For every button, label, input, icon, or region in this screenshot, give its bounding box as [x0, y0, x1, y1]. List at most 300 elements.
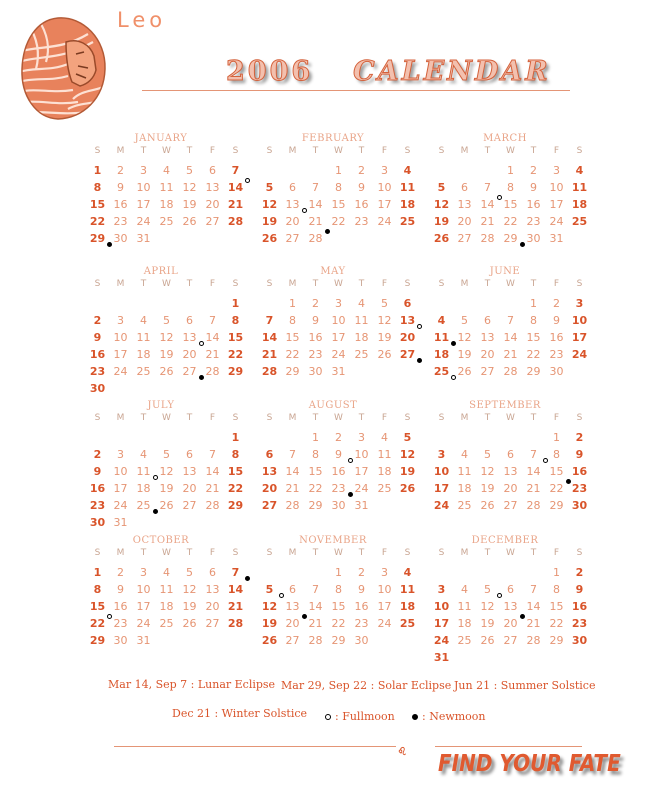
day-cell: 4 [163, 566, 170, 579]
month-name: FEBRUARY [301, 133, 365, 144]
day-cell: 1 [312, 431, 319, 444]
day-cell: 16 [354, 198, 369, 211]
day-cell: 17 [113, 482, 128, 495]
day-cell: 29 [526, 365, 541, 378]
day-cell: 8 [335, 181, 342, 194]
day-cell: 31 [136, 232, 151, 245]
day-cell: 12 [457, 331, 472, 344]
weekday-header: M [460, 146, 469, 156]
day-cell: 18 [399, 198, 416, 211]
month-november [258, 535, 416, 649]
day-cell: 3 [140, 164, 147, 177]
day-cell: 7 [289, 448, 296, 461]
weekday-header: W [162, 146, 171, 156]
day-cell: 13 [261, 465, 278, 478]
day-cell: 15 [526, 331, 541, 344]
month-name: APRIL [143, 266, 179, 277]
month-name: MARCH [483, 133, 527, 144]
day-cell: 1 [553, 431, 560, 444]
day-cell: 11 [159, 583, 174, 596]
day-cell: 26 [377, 348, 392, 361]
month-name: SEPTEMBER [469, 400, 541, 411]
day-cell: 2 [117, 566, 124, 579]
day-cell: 12 [480, 465, 495, 478]
day-cell: 29 [227, 365, 244, 378]
day-cell: 18 [433, 348, 450, 361]
weekday-header: F [209, 146, 216, 156]
day-cell: 10 [433, 600, 450, 613]
day-cell: 20 [399, 331, 416, 344]
day-cell: 11 [457, 465, 472, 478]
day-cell: 15 [331, 198, 346, 211]
day-cell: 11 [159, 181, 174, 194]
day-cell: 30 [113, 634, 128, 647]
day-cell: 20 [285, 215, 300, 228]
weekday-header: T [186, 146, 193, 156]
newmoon-marker-icon [325, 229, 330, 234]
empty-cell [453, 564, 476, 581]
day-cell: 5 [258, 581, 281, 598]
day-cell: 23 [571, 482, 588, 495]
day-cell: 7 [224, 564, 247, 581]
weekday-header: W [334, 279, 343, 289]
day-cell: 16 [113, 198, 128, 211]
day-cell: 18 [457, 482, 472, 495]
weekday-header: S [404, 146, 411, 156]
day-cell: 28 [480, 232, 495, 245]
day-cell: 3 [437, 448, 446, 461]
day-cell: 18 [399, 600, 416, 613]
day-cell: 18 [354, 331, 369, 344]
day-cell: 14 [476, 196, 499, 213]
day-cell: 23 [308, 348, 323, 361]
day-cell: 7 [209, 314, 216, 327]
empty-cell [86, 429, 109, 446]
weekday-header: T [530, 548, 537, 558]
day-cell: 20 [205, 198, 220, 211]
day-cell: 20 [182, 482, 197, 495]
day-cell: 7 [507, 314, 514, 327]
month-january [86, 133, 244, 247]
page-title [226, 56, 551, 87]
empty-cell [476, 295, 499, 312]
day-cell: 5 [163, 314, 170, 327]
day-cell: 29 [227, 499, 244, 512]
day-cell: 5 [265, 181, 274, 194]
empty-cell [476, 162, 499, 179]
day-cell: 6 [209, 566, 216, 579]
month-days-grid [86, 278, 244, 397]
day-cell: 13 [457, 198, 472, 211]
day-cell: 23 [571, 617, 588, 630]
weekday-header: F [553, 413, 560, 423]
weekday-header: M [288, 413, 297, 423]
day-cell: 6 [186, 314, 193, 327]
day-cell: 3 [437, 583, 446, 596]
weekday-header: T [530, 413, 537, 423]
weekday-header: W [334, 413, 343, 423]
day-cell: 24 [354, 482, 369, 495]
day-cell: 4 [358, 297, 365, 310]
day-cell: 4 [437, 314, 446, 327]
weekday-header: T [186, 413, 193, 423]
weekday-header: S [232, 413, 239, 423]
day-cell: 11 [136, 331, 151, 344]
day-cell: 3 [553, 164, 560, 177]
day-cell: 16 [89, 348, 106, 361]
empty-cell [155, 295, 178, 312]
day-cell: 27 [503, 634, 518, 647]
day-cell: 25 [399, 617, 416, 630]
day-cell: 6 [209, 164, 216, 177]
day-cell: 4 [381, 431, 388, 444]
day-cell: 17 [331, 331, 346, 344]
day-cell: 12 [182, 583, 197, 596]
day-cell: 1 [335, 164, 342, 177]
weekday-header: T [358, 279, 365, 289]
empty-cell [258, 295, 281, 312]
day-cell: 8 [530, 314, 537, 327]
day-cell: 14 [227, 583, 244, 596]
day-cell: 9 [358, 181, 365, 194]
weekday-header: T [484, 413, 491, 423]
day-cell: 2 [553, 297, 560, 310]
day-cell: 8 [231, 314, 240, 327]
weekday-header: T [140, 413, 147, 423]
month-september [430, 400, 588, 514]
day-cell: 30 [526, 232, 541, 245]
day-cell: 4 [403, 164, 412, 177]
day-cell: 20 [281, 615, 304, 632]
day-cell: 24 [136, 617, 151, 630]
empty-cell [201, 429, 224, 446]
day-cell: 14 [224, 179, 247, 196]
day-cell: 14 [261, 331, 278, 344]
day-cell: 30 [89, 516, 106, 529]
weekday-header: T [484, 548, 491, 558]
day-cell: 11 [430, 329, 453, 346]
day-cell: 13 [396, 312, 419, 329]
weekday-header: W [506, 279, 515, 289]
newmoon-legend [412, 710, 486, 723]
day-cell: 20 [480, 348, 495, 361]
day-cell: 24 [113, 499, 128, 512]
empty-cell [453, 295, 476, 312]
day-cell: 21 [526, 482, 541, 495]
day-cell: 10 [433, 465, 450, 478]
weekday-header: S [438, 548, 445, 558]
weekday-header: T [358, 548, 365, 558]
day-cell: 27 [205, 617, 220, 630]
weekday-header: M [288, 548, 297, 558]
day-cell: 22 [89, 215, 106, 228]
day-cell: 19 [261, 215, 278, 228]
day-cell: 11 [399, 181, 416, 194]
day-cell: 20 [503, 482, 518, 495]
solar-eclipse-note: Mar 29, Sep 22 : Solar Eclipse [281, 679, 452, 692]
day-cell: 9 [553, 314, 560, 327]
day-cell: 10 [377, 583, 392, 596]
day-cell: 9 [117, 583, 124, 596]
month-days-grid [258, 412, 416, 514]
day-cell: 5 [476, 581, 499, 598]
day-cell: 3 [117, 314, 124, 327]
day-cell: 17 [377, 600, 392, 613]
day-cell: 31 [136, 634, 151, 647]
weekday-header: T [530, 279, 537, 289]
title-word: CALENDAR [353, 56, 551, 87]
empty-cell [132, 295, 155, 312]
day-cell: 26 [261, 232, 278, 245]
weekday-header: F [553, 146, 560, 156]
day-cell: 31 [549, 232, 564, 245]
day-cell: 1 [93, 164, 102, 177]
day-cell: 8 [231, 448, 240, 461]
day-cell: 6 [403, 297, 412, 310]
day-cell: 23 [526, 215, 541, 228]
day-cell: 26 [182, 617, 197, 630]
day-cell: 20 [261, 482, 278, 495]
empty-cell [201, 295, 224, 312]
day-cell: 2 [575, 431, 584, 444]
day-cell: 28 [261, 365, 278, 378]
weekday-header: T [530, 146, 537, 156]
day-cell: 14 [308, 600, 323, 613]
day-cell: 25 [571, 215, 588, 228]
month-august [258, 400, 416, 514]
day-cell: 30 [549, 365, 564, 378]
empty-cell [430, 295, 453, 312]
day-cell: 1 [530, 297, 537, 310]
title-rule [142, 90, 570, 91]
empty-cell [281, 429, 304, 446]
day-cell: 26 [480, 499, 495, 512]
day-cell: 17 [113, 348, 128, 361]
day-cell: 5 [461, 314, 468, 327]
weekday-header: M [460, 413, 469, 423]
day-cell: 6 [289, 181, 296, 194]
day-cell: 24 [571, 348, 588, 361]
day-cell: 18 [136, 482, 151, 495]
day-cell: 19 [480, 482, 495, 495]
day-cell: 21 [205, 348, 220, 361]
weekday-header: T [484, 146, 491, 156]
weekday-header: W [506, 146, 515, 156]
day-cell: 25 [159, 215, 174, 228]
day-cell: 3 [117, 448, 124, 461]
day-cell: 28 [285, 499, 300, 512]
weekday-header: F [209, 548, 216, 558]
day-cell: 27 [205, 215, 220, 228]
empty-cell [453, 429, 476, 446]
weekday-header: T [358, 413, 365, 423]
day-cell: 13 [205, 583, 220, 596]
day-cell: 12 [377, 314, 392, 327]
day-cell: 12 [182, 181, 197, 194]
day-cell: 18 [159, 600, 174, 613]
month-days-grid [86, 145, 244, 247]
day-cell: 17 [433, 617, 450, 630]
day-cell: 10 [136, 181, 151, 194]
day-cell: 7 [530, 583, 537, 596]
empty-cell [258, 564, 281, 581]
day-cell: 28 [227, 215, 244, 228]
day-cell: 5 [437, 181, 446, 194]
month-name: MAY [320, 266, 346, 277]
day-cell: 19 [159, 348, 174, 361]
day-cell: 30 [113, 232, 128, 245]
day-cell: 3 [335, 297, 342, 310]
day-cell: 17 [571, 331, 588, 344]
day-cell: 5 [484, 448, 491, 461]
weekday-header: S [232, 548, 239, 558]
day-cell: 9 [358, 583, 365, 596]
month-name: JANUARY [134, 133, 188, 144]
day-cell: 14 [526, 600, 541, 613]
month-days-grid [430, 145, 588, 247]
day-cell: 21 [308, 215, 323, 228]
day-cell: 21 [227, 198, 244, 211]
month-april [86, 266, 244, 397]
weekday-header: W [334, 146, 343, 156]
day-cell: 17 [136, 198, 151, 211]
weekday-header: W [334, 548, 343, 558]
month-days-grid [86, 412, 244, 531]
weekday-header: T [186, 548, 193, 558]
day-cell: 26 [159, 499, 174, 512]
day-cell: 31 [331, 365, 346, 378]
month-name: JUNE [489, 266, 521, 277]
weekday-header: W [506, 413, 515, 423]
day-cell: 21 [261, 348, 278, 361]
day-cell: 31 [433, 651, 450, 664]
empty-cell [522, 564, 545, 581]
day-cell: 10 [571, 314, 588, 327]
day-cell: 11 [571, 181, 588, 194]
day-cell: 17 [377, 198, 392, 211]
day-cell: 2 [93, 314, 102, 327]
day-cell: 16 [526, 198, 541, 211]
day-cell: 14 [205, 331, 220, 344]
day-cell: 6 [507, 583, 514, 596]
day-cell: 15 [89, 198, 106, 211]
day-cell: 10 [113, 331, 128, 344]
day-cell: 10 [113, 465, 128, 478]
day-cell: 27 [457, 232, 472, 245]
day-cell: 19 [399, 465, 416, 478]
day-cell: 23 [113, 215, 128, 228]
empty-cell [86, 295, 109, 312]
day-cell: 8 [553, 583, 560, 596]
day-cell: 29 [499, 230, 522, 247]
day-cell: 12 [433, 198, 450, 211]
find-your-fate-brand: FIND YOUR FATE [438, 749, 621, 777]
day-cell: 22 [308, 482, 323, 495]
day-cell: 16 [89, 482, 106, 495]
weekday-header: F [553, 279, 560, 289]
month-october [86, 535, 244, 649]
day-cell: 10 [136, 583, 151, 596]
day-cell: 15 [89, 600, 106, 613]
day-cell: 30 [571, 634, 588, 647]
day-cell: 16 [113, 600, 128, 613]
day-cell: 13 [480, 331, 495, 344]
day-cell: 29 [549, 634, 564, 647]
weekday-header: S [94, 548, 101, 558]
day-cell: 7 [522, 446, 545, 463]
day-cell: 21 [503, 348, 518, 361]
fullmoon-marker-icon [245, 178, 250, 183]
weekday-header: F [381, 548, 388, 558]
winter-solstice-note: Dec 21 : Winter Solstice [172, 707, 308, 720]
day-cell: 21 [285, 482, 300, 495]
day-cell: 30 [308, 365, 323, 378]
day-cell: 24 [377, 617, 392, 630]
day-cell: 28 [304, 230, 327, 247]
day-cell: 4 [403, 566, 412, 579]
day-cell: 1 [93, 566, 102, 579]
month-name: NOVEMBER [299, 535, 367, 546]
weekday-header: S [266, 279, 273, 289]
day-cell: 26 [480, 634, 495, 647]
day-cell: 20 [182, 348, 197, 361]
weekday-header: F [209, 413, 216, 423]
weekday-header: S [266, 548, 273, 558]
day-cell: 24 [433, 499, 450, 512]
day-cell: 24 [377, 215, 392, 228]
empty-cell [281, 564, 304, 581]
day-cell: 7 [231, 164, 240, 177]
day-cell: 22 [331, 617, 346, 630]
day-cell: 20 [499, 615, 522, 632]
day-cell: 6 [461, 181, 468, 194]
day-cell: 5 [381, 297, 388, 310]
day-cell: 25 [136, 365, 151, 378]
day-cell: 28 [526, 499, 541, 512]
weekday-header: M [116, 279, 125, 289]
day-cell: 26 [159, 365, 174, 378]
day-cell: 1 [553, 566, 560, 579]
day-cell: 19 [433, 215, 450, 228]
day-cell: 9 [312, 314, 319, 327]
weekday-header: S [576, 146, 583, 156]
day-cell: 23 [89, 365, 106, 378]
day-cell: 30 [571, 499, 588, 512]
day-cell: 13 [281, 196, 304, 213]
day-cell: 16 [354, 600, 369, 613]
day-cell: 8 [553, 448, 560, 461]
day-cell: 17 [354, 465, 369, 478]
day-cell: 27 [285, 634, 300, 647]
weekday-header: F [553, 548, 560, 558]
day-cell: 1 [231, 431, 240, 444]
day-cell: 8 [289, 314, 296, 327]
day-cell: 27 [261, 499, 278, 512]
day-cell: 22 [526, 348, 541, 361]
weekday-header: T [312, 146, 319, 156]
month-june [430, 266, 588, 380]
empty-cell [499, 564, 522, 581]
day-cell: 29 [89, 634, 106, 647]
day-cell: 31 [354, 499, 369, 512]
day-cell: 27 [480, 365, 495, 378]
day-cell: 29 [331, 634, 346, 647]
day-cell: 13 [182, 465, 197, 478]
day-cell: 13 [285, 600, 300, 613]
day-cell: 24 [549, 215, 564, 228]
day-cell: 11 [132, 463, 155, 480]
day-cell: 29 [86, 230, 109, 247]
